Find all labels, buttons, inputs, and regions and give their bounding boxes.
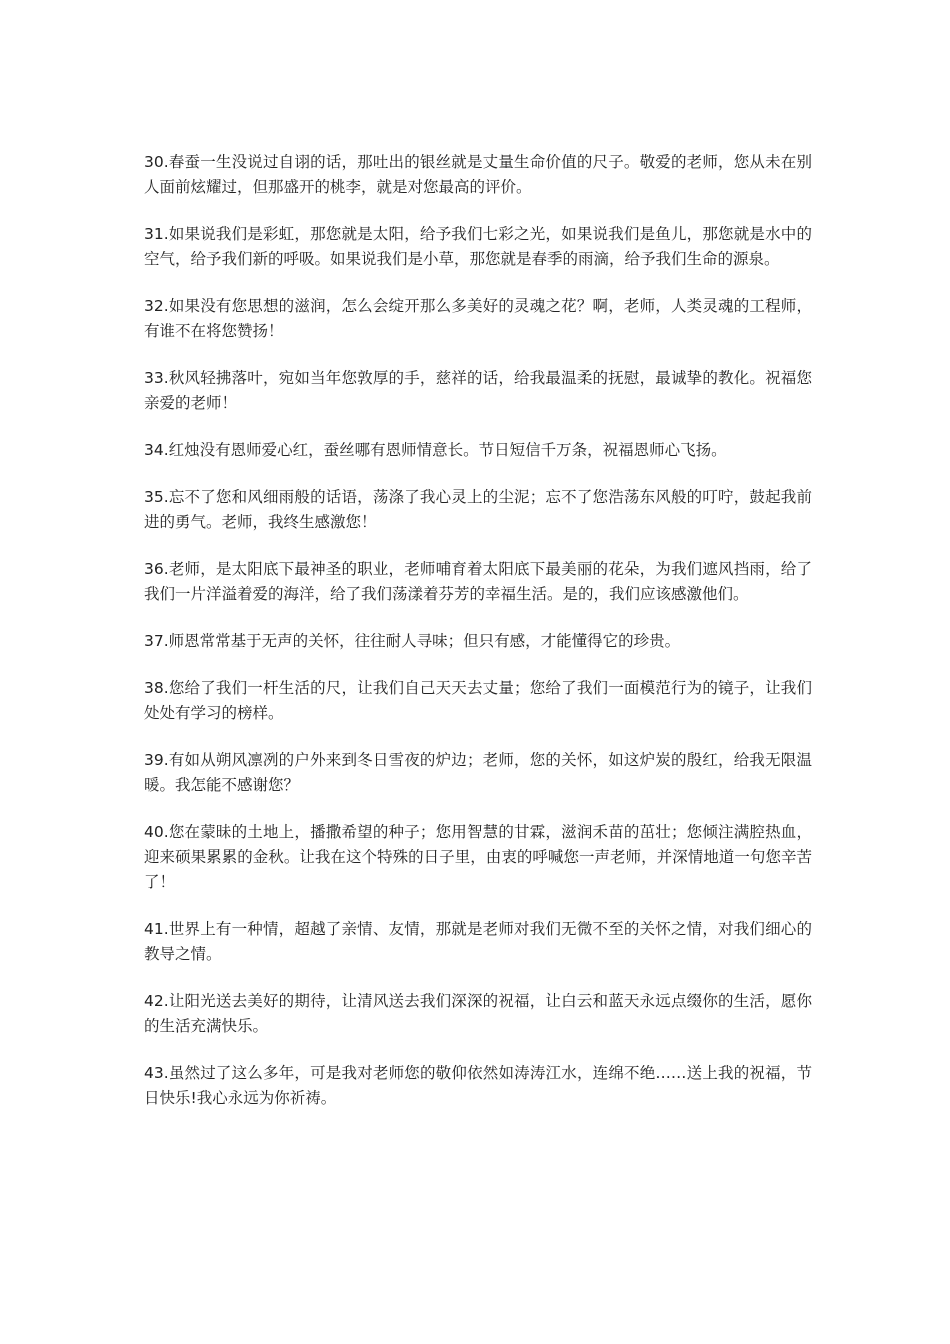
paragraph-34: 34.红烛没有恩师爱心红，蚕丝哪有恩师情意长。节日短信千万条，祝福恩师心飞扬。 — [144, 441, 727, 459]
paragraph-43: 43.虽然过了这么多年，可是我对老师您的敬仰依然如涛涛江水，连绵不绝……送上我的祝福，节日快乐!我心永远为你祈祷。 — [144, 1064, 812, 1107]
paragraph-37: 37.师恩常常基于无声的关怀，往往耐人寻味；但只有感，才能懂得它的珍贵。 — [144, 632, 681, 650]
paragraph-39: 39.有如从朔风凛冽的户外来到冬日雪夜的炉边；老师，您的关怀，如这炉炭的殷红，给我无限温暖。我怎能不感谢您？ — [144, 751, 812, 794]
paragraph-42: 42.让阳光送去美好的期待，让清风送去我们深深的祝福，让白云和蓝天永远点缀你的生活，愿你的生活充满快乐。 — [144, 992, 812, 1035]
document-body — [144, 150, 812, 1133]
paragraph-32: 32.如果没有您思想的滋润，怎么会绽开那么多美好的灵魂之花？啊，老师，人类灵魂的工程师，有谁不在将您赞扬！ — [144, 297, 812, 340]
paragraph-30: 30.春蚕一生没说过自诩的话，那吐出的银丝就是丈量生命价值的尺子。敬爱的老师，您从未在别人面前炫耀过，但那盛开的桃李，就是对您最高的评价。 — [144, 153, 812, 196]
paragraph-35: 35.忘不了您和风细雨般的话语，荡涤了我心灵上的尘泥；忘不了您浩荡东风般的叮咛，鼓起我前进的勇气。老师，我终生感激您！ — [144, 488, 812, 531]
paragraph-41: 41.世界上有一种情，超越了亲情、友情，那就是老师对我们无微不至的关怀之情，对我们细心的教导之情。 — [144, 920, 812, 963]
paragraph-38: 38.您给了我们一杆生活的尺，让我们自己天天去丈量；您给了我们一面模范行为的镜子，让我们处处有学习的榜样。 — [144, 679, 812, 722]
paragraph-33: 33.秋风轻拂落叶，宛如当年您敦厚的手，慈祥的话，给我最温柔的抚慰，最诚挚的教化。祝福您亲爱的老师！ — [144, 369, 812, 412]
paragraph-31: 31.如果说我们是彩虹，那您就是太阳，给予我们七彩之光，如果说我们是鱼儿，那您就是水中的空气，给予我们新的呼吸。如果说我们是小草，那您就是春季的雨滴，给予我们生命的源泉。 — [144, 225, 812, 268]
paragraph-36: 36.老师，是太阳底下最神圣的职业，老师哺育着太阳底下最美丽的花朵，为我们遮风挡雨，给了我们一片洋溢着爱的海洋，给了我们荡漾着芬芳的幸福生活。是的，我们应该感激他们。 — [144, 560, 812, 603]
paragraph-40: 40.您在蒙昧的土地上，播撒希望的种子；您用智慧的甘霖，滋润禾苗的茁壮；您倾注满腔热血，迎来硕果累累的金秋。让我在这个特殊的日子里，由衷的呼喊您一声老师，并深情地道一句您辛苦了！ — [144, 823, 812, 891]
